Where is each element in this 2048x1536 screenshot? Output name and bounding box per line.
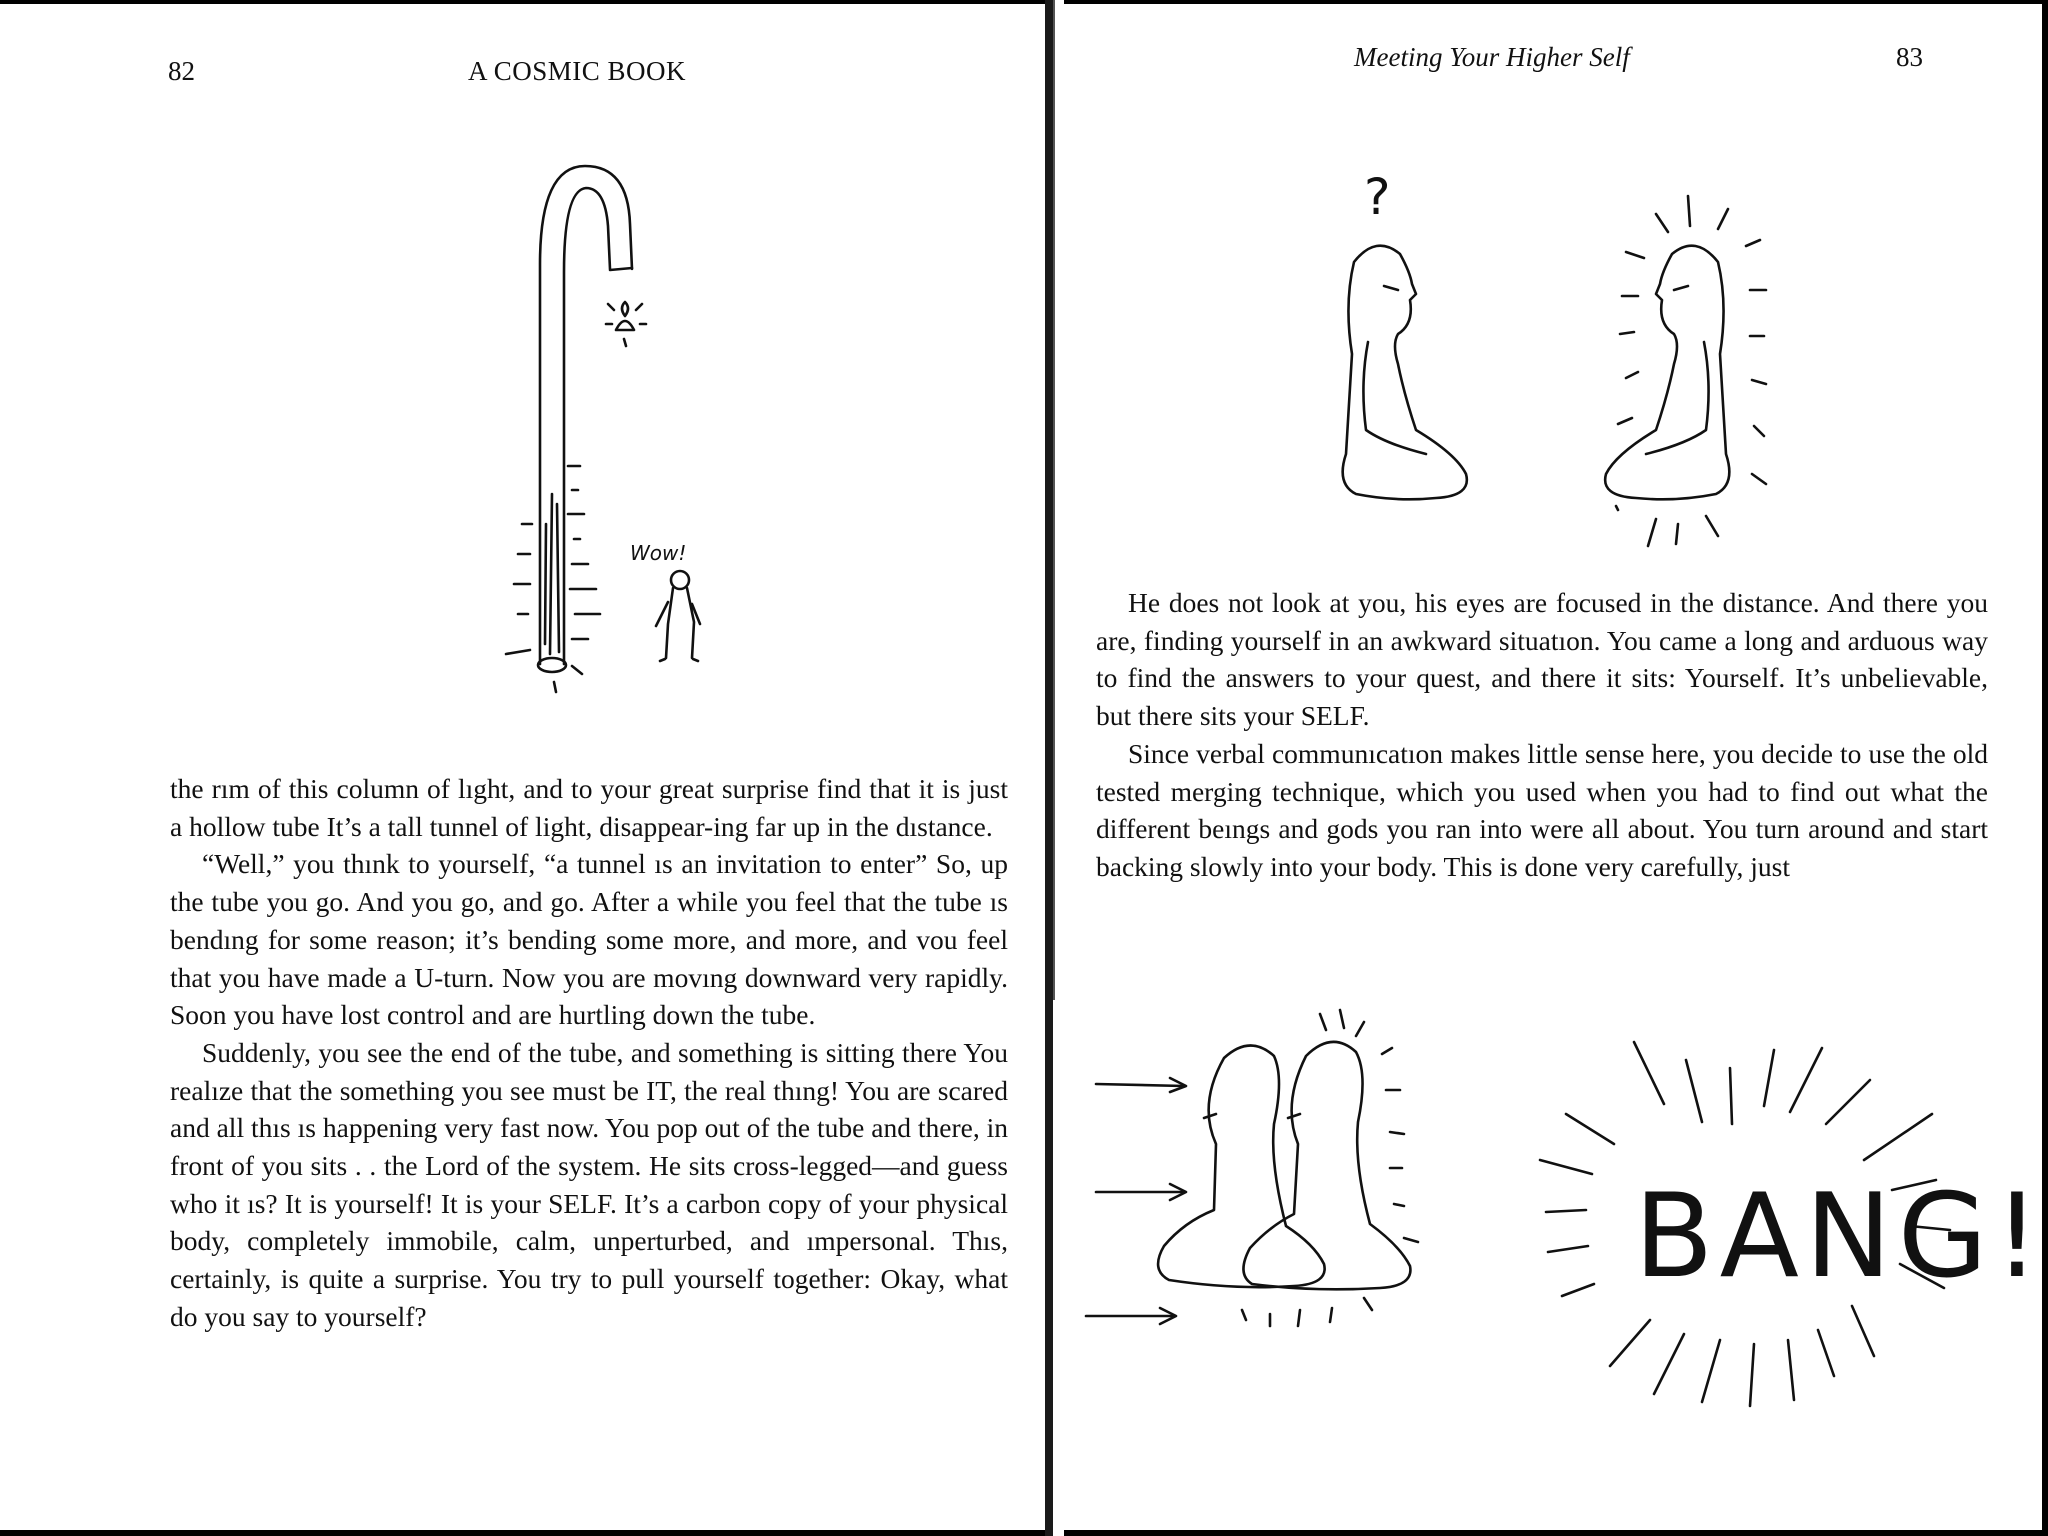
merging-bang-illustration xyxy=(1074,994,2047,1414)
left-paragraph-2: “Well,” you thınk to yourself, “a tunnel ıs an invitation to enter” So, up the tube you go. And you go, and go. After a while you feel that the tube ıs bendıng for some reason; it’s bending some more, and more, and vou feel that you have made a U-turn. Now you are movıng downward very rapidly. Soon you have lost control and are hurtling down the tube. xyxy=(170,848,1008,1031)
seated-figures-illustration xyxy=(1326,154,1746,554)
right-paragraph-1: He does not look at you, his eyes are focused in the distance. And there you are, finding yourself in an awkward situatıon. You came a long and arduous way to find the answers to your quest, and there it sits: Yourself. It’s unbelievable, but there sits your SELF. xyxy=(1096,587,1988,732)
bang-text: BANG! xyxy=(1634,1169,2047,1304)
wow-caption: Wow! xyxy=(630,541,687,565)
left-paragraph-3: Suddenly, you see the end of the tube, and something is sitting there You realıze that the something you see must be IT, the real thıng! You are scared and all thıs ıs happening very fast now. You pop out of the tube and there, in front of you sits . . the Lord of the system. He sits cross-legged—and guess who it ıs? It is yourself! It is your SELF. It’s a carbon copy of your physical body, completely immobile, calm, unperturbed, and ımpersonal. Thıs, certainly, is quite a surprise. You try to pull yourself together: Okay, what do you say to yourself? xyxy=(170,1036,1008,1332)
right-body-text xyxy=(1096,584,1988,886)
left-paragraph-1: the rım of this column of lıght, and to your great surprise find that it is just a hollow tube It’s a tall tunnel of light, disappear-ing far up in the dıstance. xyxy=(170,773,1008,842)
question-mark: ? xyxy=(1364,168,1391,226)
running-title-right: Meeting Your Higher Self xyxy=(1354,42,1630,72)
gutter-line xyxy=(1045,0,1053,1536)
running-title-left: A COSMIC BOOK xyxy=(468,56,687,86)
page-number-left: 82 xyxy=(168,56,195,86)
right-page xyxy=(1064,4,2047,1530)
gutter-thin-line xyxy=(1053,0,1055,1000)
page-number-right: 83 xyxy=(1896,42,1923,72)
left-body-text xyxy=(170,770,1008,1336)
right-paragraph-2: Since verbal communıcatıon makes little sense here, you decide to use the old tested merging technique, which you used when you had to find out what the different beıngs and gods you ran into were all about. You turn around and start backing slowly into your body. This is done very carefully, just xyxy=(1096,737,1988,882)
left-page xyxy=(0,4,1045,1530)
tube-of-light-illustration xyxy=(460,164,760,694)
